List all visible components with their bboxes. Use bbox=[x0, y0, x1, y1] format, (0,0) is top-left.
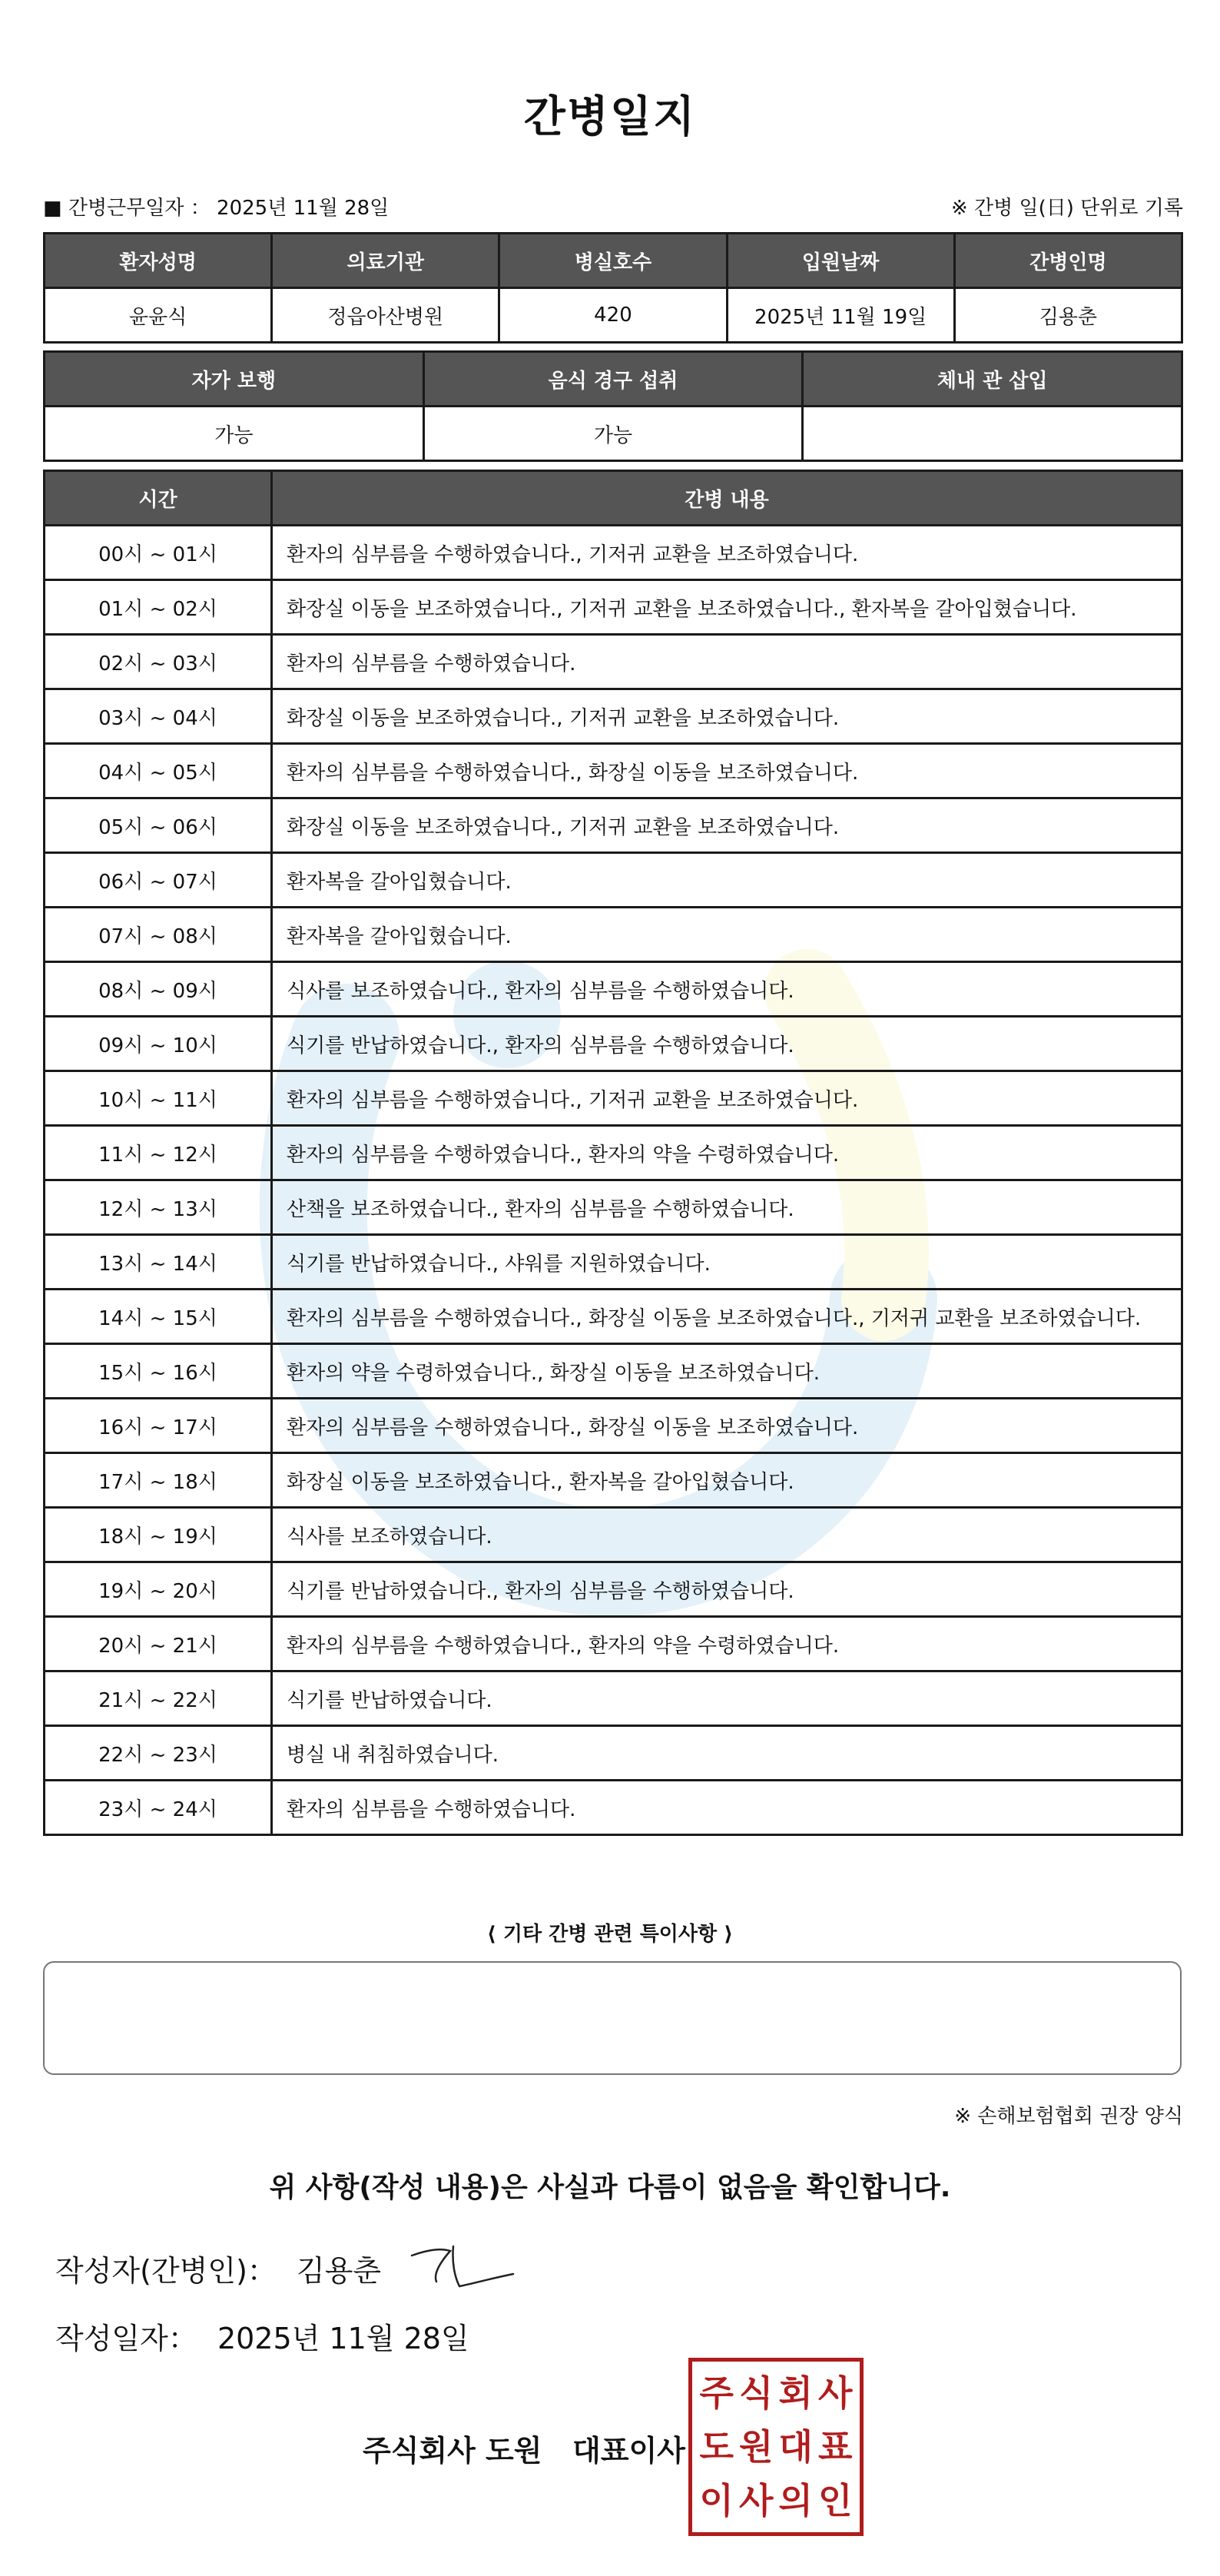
time-cell: 23시 ~ 24시 bbox=[45, 1781, 272, 1835]
seal-glyph: 인 bbox=[818, 2480, 853, 2521]
care-content-cell: 화장실 이동을 보조하였습니다., 기저귀 교환을 보조하였습니다. bbox=[272, 689, 1182, 744]
time-cell: 16시 ~ 17시 bbox=[45, 1399, 272, 1453]
header-patient-name: 환자성명 bbox=[45, 234, 272, 288]
header-self-walking: 자가 보행 bbox=[45, 352, 424, 407]
date-value: 2025년 11월 28일 bbox=[217, 2322, 469, 2355]
table-row bbox=[45, 962, 1182, 1017]
table-row bbox=[45, 635, 1182, 689]
patient-info-header-row bbox=[45, 234, 1182, 288]
care-content-cell: 화장실 이동을 보조하였습니다., 환자복을 갈아입혔습니다. bbox=[272, 1453, 1182, 1508]
care-content-cell: 병실 내 취침하였습니다. bbox=[272, 1726, 1182, 1781]
header-caregiver: 간병인명 bbox=[954, 234, 1182, 288]
patient-name: 윤윤식 bbox=[45, 288, 272, 343]
time-cell: 22시 ~ 23시 bbox=[45, 1726, 272, 1781]
status-value-row bbox=[45, 407, 1182, 461]
table-row bbox=[45, 1126, 1182, 1180]
table-row bbox=[45, 1781, 1182, 1835]
company-representative: 주식회사 도원 대표이사 bbox=[363, 2434, 685, 2468]
caregiver-name: 김용춘 bbox=[954, 288, 1182, 343]
table-row bbox=[45, 1399, 1182, 1453]
table-row bbox=[45, 1290, 1182, 1344]
signature-mark bbox=[406, 2232, 521, 2294]
table-row bbox=[45, 1453, 1182, 1508]
seal-glyph: 사 bbox=[818, 2372, 853, 2414]
care-content-cell: 환자의 심부름을 수행하였습니다., 화장실 이동을 보조하였습니다., 기저귀 교환을 보조하였습니다. bbox=[272, 1290, 1182, 1344]
header-oral-intake: 음식 경구 섭취 bbox=[423, 352, 803, 407]
care-content-cell: 식기를 반납하였습니다., 환자의 심부름을 수행하였습니다. bbox=[272, 1017, 1182, 1071]
time-cell: 19시 ~ 20시 bbox=[45, 1562, 272, 1617]
care-log-table bbox=[43, 470, 1183, 1836]
table-row bbox=[45, 1180, 1182, 1235]
notes-box bbox=[43, 1961, 1182, 2075]
seal-glyph: 표 bbox=[818, 2426, 853, 2468]
care-content-cell: 환자의 심부름을 수행하였습니다. bbox=[272, 635, 1182, 689]
care-content-cell: 식사를 보조하였습니다., 환자의 심부름을 수행하였습니다. bbox=[272, 962, 1182, 1017]
table-row bbox=[45, 689, 1182, 744]
table-row bbox=[45, 744, 1182, 798]
time-cell: 18시 ~ 19시 bbox=[45, 1508, 272, 1562]
seal-glyph: 사 bbox=[739, 2480, 774, 2521]
header-admission-date: 입원날짜 bbox=[727, 234, 954, 288]
table-row bbox=[45, 1071, 1182, 1126]
table-row bbox=[45, 853, 1182, 908]
date-line bbox=[55, 2315, 469, 2357]
care-log-body bbox=[45, 526, 1182, 1835]
seal-glyph: 도 bbox=[699, 2426, 734, 2468]
record-note: ※ 간병 일(日) 단위로 기록 bbox=[950, 197, 1183, 220]
seal-glyph: 회 bbox=[778, 2372, 813, 2414]
company-seal bbox=[688, 2358, 864, 2536]
time-cell: 11시 ~ 12시 bbox=[45, 1126, 272, 1180]
seal-glyph: 이 bbox=[699, 2480, 734, 2521]
author-line bbox=[55, 2247, 381, 2289]
status-header-row bbox=[45, 352, 1182, 407]
table-row bbox=[45, 580, 1182, 635]
work-date: ■ 간병근무일자 ： 2025년 11월 28일 bbox=[43, 197, 390, 220]
time-cell: 12시 ~ 13시 bbox=[45, 1180, 272, 1235]
care-content-cell: 환자복을 갈아입혔습니다. bbox=[272, 908, 1182, 962]
care-content-cell: 환자의 심부름을 수행하였습니다., 기저귀 교환을 보조하였습니다. bbox=[272, 1071, 1182, 1126]
patient-status-table bbox=[43, 350, 1183, 462]
admission-date: 2025년 11월 19일 bbox=[727, 288, 954, 343]
table-row bbox=[45, 1562, 1182, 1617]
time-cell: 05시 ~ 06시 bbox=[45, 798, 272, 853]
seal-glyph: 대 bbox=[778, 2426, 813, 2468]
time-cell: 07시 ~ 08시 bbox=[45, 908, 272, 962]
header-room: 병실호수 bbox=[499, 234, 727, 288]
time-cell: 08시 ~ 09시 bbox=[45, 962, 272, 1017]
header-hospital: 의료기관 bbox=[272, 234, 499, 288]
tube-insertion-value bbox=[803, 407, 1182, 461]
header-care-content: 간병 내용 bbox=[272, 471, 1182, 526]
document-title: 간병일지 bbox=[523, 92, 697, 142]
patient-info-value-row bbox=[45, 288, 1182, 343]
time-cell: 01시 ~ 02시 bbox=[45, 580, 272, 635]
care-content-cell: 식사를 보조하였습니다. bbox=[272, 1508, 1182, 1562]
care-content-cell: 식기를 반납하였습니다., 샤워를 지원하였습니다. bbox=[272, 1235, 1182, 1290]
notes-title: ⟨ 기타 간병 관련 특이사항 ⟩ bbox=[486, 1923, 734, 1946]
care-content-cell: 환자의 심부름을 수행하였습니다., 화장실 이동을 보조하였습니다. bbox=[272, 744, 1182, 798]
table-row bbox=[45, 1344, 1182, 1399]
care-content-cell: 환자의 심부름을 수행하였습니다., 환자의 약을 수령하였습니다. bbox=[272, 1126, 1182, 1180]
time-cell: 02시 ~ 03시 bbox=[45, 635, 272, 689]
care-content-cell: 산책을 보조하였습니다., 환자의 심부름을 수행하였습니다. bbox=[272, 1180, 1182, 1235]
time-cell: 04시 ~ 05시 bbox=[45, 744, 272, 798]
table-row bbox=[45, 1235, 1182, 1290]
seal-glyph: 주 bbox=[699, 2372, 734, 2414]
seal-glyph: 식 bbox=[739, 2372, 774, 2414]
care-content-cell: 식기를 반납하였습니다., 환자의 심부름을 수행하였습니다. bbox=[272, 1562, 1182, 1617]
time-cell: 06시 ~ 07시 bbox=[45, 853, 272, 908]
time-cell: 09시 ~ 10시 bbox=[45, 1017, 272, 1071]
header-time: 시간 bbox=[45, 471, 272, 526]
care-content-cell: 환자복을 갈아입혔습니다. bbox=[272, 853, 1182, 908]
self-walking-value: 가능 bbox=[45, 407, 424, 461]
table-row bbox=[45, 1726, 1182, 1781]
header-tube-insertion: 체내 관 삽입 bbox=[803, 352, 1182, 407]
table-row bbox=[45, 1617, 1182, 1671]
care-content-cell: 환자의 약을 수령하였습니다., 화장실 이동을 보조하였습니다. bbox=[272, 1344, 1182, 1399]
table-row bbox=[45, 798, 1182, 853]
patient-info-table bbox=[43, 232, 1183, 344]
time-cell: 03시 ~ 04시 bbox=[45, 689, 272, 744]
date-label: 작성일자： bbox=[55, 2322, 197, 2355]
time-cell: 10시 ~ 11시 bbox=[45, 1071, 272, 1126]
seal-glyph: 의 bbox=[778, 2480, 813, 2521]
care-content-cell: 환자의 심부름을 수행하였습니다., 환자의 약을 수령하였습니다. bbox=[272, 1617, 1182, 1671]
care-content-cell: 환자의 심부름을 수행하였습니다., 기저귀 교환을 보조하였습니다. bbox=[272, 526, 1182, 580]
care-content-cell: 화장실 이동을 보조하였습니다., 기저귀 교환을 보조하였습니다. bbox=[272, 798, 1182, 853]
care-content-cell: 화장실 이동을 보조하였습니다., 기저귀 교환을 보조하였습니다., 환자복을 갈아입혔습니다. bbox=[272, 580, 1182, 635]
confirmation-statement: 위 사항(작성 내용)은 사실과 다름이 없음을 확인합니다. bbox=[269, 2172, 951, 2203]
time-cell: 17시 ~ 18시 bbox=[45, 1453, 272, 1508]
time-cell: 21시 ~ 22시 bbox=[45, 1671, 272, 1726]
time-cell: 15시 ~ 16시 bbox=[45, 1344, 272, 1399]
table-row bbox=[45, 1671, 1182, 1726]
care-content-cell: 환자의 심부름을 수행하였습니다., 화장실 이동을 보조하였습니다. bbox=[272, 1399, 1182, 1453]
time-cell: 20시 ~ 21시 bbox=[45, 1617, 272, 1671]
time-cell: 00시 ~ 01시 bbox=[45, 526, 272, 580]
table-row bbox=[45, 908, 1182, 962]
table-row bbox=[45, 1017, 1182, 1071]
care-log-header-row bbox=[45, 471, 1182, 526]
care-content-cell: 환자의 심부름을 수행하였습니다. bbox=[272, 1781, 1182, 1835]
author-label: 작성자(간병인)： bbox=[55, 2254, 277, 2288]
care-content-cell: 식기를 반납하였습니다. bbox=[272, 1671, 1182, 1726]
author-name: 김용춘 bbox=[297, 2254, 382, 2288]
seal-glyph: 원 bbox=[739, 2426, 774, 2468]
source-note: ※ 손해보험협회 권장 양식 bbox=[954, 2105, 1183, 2128]
room-number: 420 bbox=[499, 288, 727, 343]
time-cell: 14시 ~ 15시 bbox=[45, 1290, 272, 1344]
table-row bbox=[45, 526, 1182, 580]
hospital-name: 정읍아산병원 bbox=[272, 288, 499, 343]
time-cell: 13시 ~ 14시 bbox=[45, 1235, 272, 1290]
table-row bbox=[45, 1508, 1182, 1562]
oral-intake-value: 가능 bbox=[423, 407, 803, 461]
